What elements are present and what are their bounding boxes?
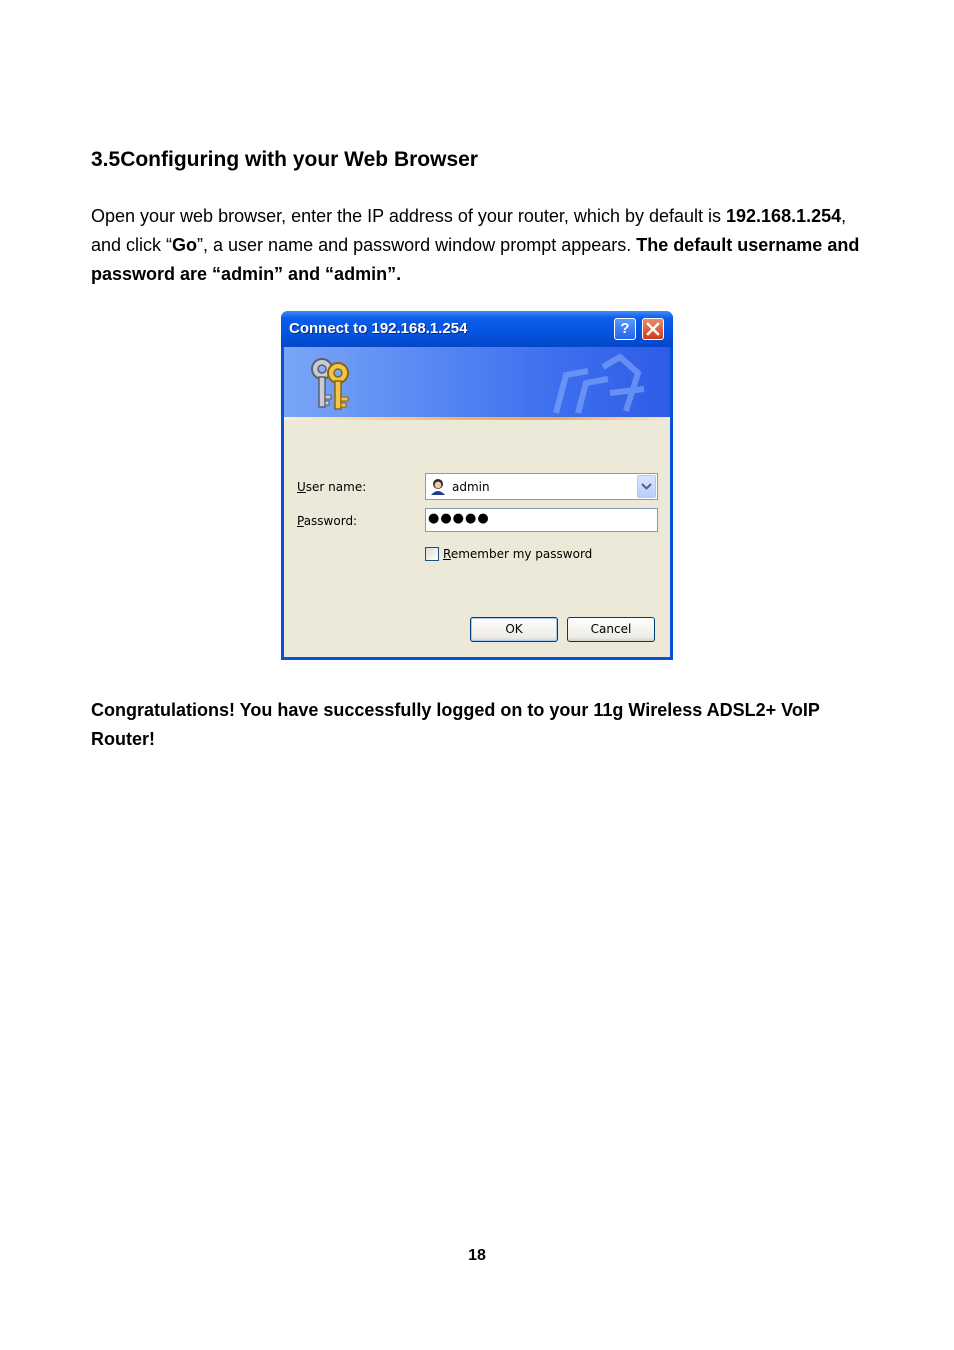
- remember-password-label[interactable]: Remember my password: [443, 547, 593, 561]
- ok-button[interactable]: OK: [470, 617, 558, 642]
- username-combobox[interactable]: [425, 473, 658, 500]
- default-credentials-note: The default username and password are “admin” and “admin”.: [91, 235, 860, 284]
- dialog-banner: [284, 347, 670, 417]
- congratulations-text: Congratulations! You have successfully logged on to your 11g Wireless ADSL2+ VoIP Router!: [91, 700, 820, 749]
- help-button[interactable]: ?: [614, 318, 636, 340]
- password-input[interactable]: ●●●●●: [425, 508, 658, 532]
- section-heading: 3.5Configuring with your Web Browser: [91, 148, 478, 171]
- go-text: Go: [172, 235, 198, 255]
- close-button[interactable]: [642, 318, 664, 340]
- cancel-button[interactable]: Cancel: [567, 617, 655, 642]
- login-dialog: [281, 311, 673, 660]
- default-ip: 192.168.1.254: [726, 206, 842, 226]
- close-icon: [643, 319, 663, 339]
- username-label: User name:: [297, 480, 367, 494]
- dialog-title: Connect to 192.168.1.254: [289, 320, 468, 337]
- chevron-down-icon: [638, 476, 655, 497]
- intro-text-3: ”, a user name and password window prompt appears.: [197, 235, 637, 255]
- password-label: Password:: [297, 514, 358, 528]
- intro-text-2: , and click “: [91, 206, 847, 255]
- keys-icon: [304, 355, 360, 413]
- username-value: admin: [452, 480, 490, 494]
- dialog-body: [284, 420, 670, 657]
- intro-text-1: Open your web browser, enter the IP address of your router, which by default is: [91, 206, 727, 226]
- user-icon: [430, 478, 446, 495]
- intro-paragraph: [91, 202, 881, 289]
- dialog-titlebar[interactable]: [281, 311, 673, 347]
- page-number: 18: [468, 1247, 486, 1264]
- remember-password-checkbox[interactable]: [425, 547, 439, 561]
- banner-decoration-icon: [548, 353, 658, 415]
- dropdown-button[interactable]: [637, 475, 656, 498]
